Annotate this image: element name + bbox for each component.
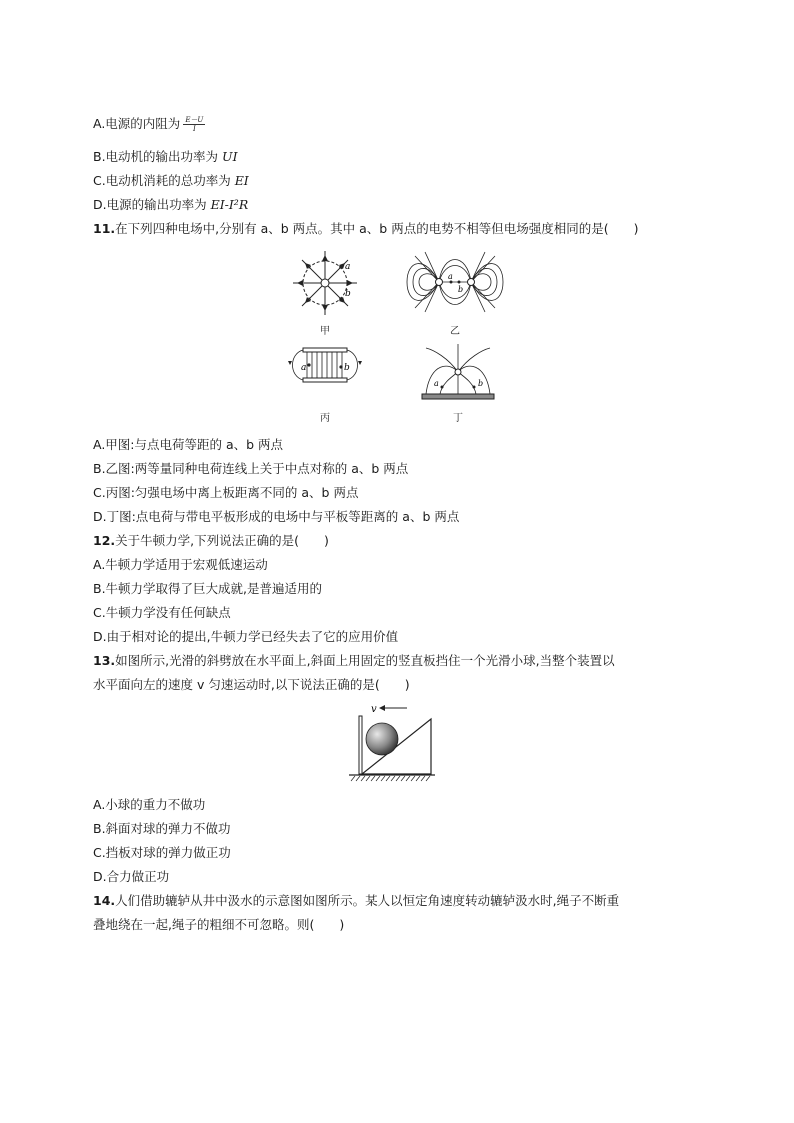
q11-option-b: B.乙图:两等量同种电荷连线上关于中点对称的 a、b 两点 [93, 461, 409, 476]
point-charge [321, 279, 329, 287]
q10-option-a-text: A.电源的内阻为 [93, 116, 181, 131]
q10-option-d-expr: EI-I²R [210, 197, 249, 212]
q10-option-c [93, 173, 249, 189]
q11-option-d: D.丁图:点电荷与带电平板形成的电场中与平板等距离的 a、b 两点 [93, 509, 460, 524]
q14-number: 14. [93, 893, 116, 908]
q11-option-a: A.甲图:与点电荷等距的 a、b 两点 [93, 437, 284, 452]
figure-bing-parallel-plates [287, 340, 363, 390]
q11-option-c: C.丙图:匀强电场中离上板距离不同的 a、b 两点 [93, 485, 359, 500]
q13-text-line1: 如图所示,光滑的斜劈放在水平面上,斜面上用固定的竖直板挡住一个光滑小球,当整个装置以 [115, 653, 615, 668]
yi-point-b: b [458, 285, 464, 294]
q10-option-a [93, 116, 205, 133]
figure-wedge-ball-board [347, 702, 437, 782]
upper-plate [303, 348, 347, 352]
q12-number: 12. [93, 533, 116, 548]
figure-ding-charge-and-plate [420, 342, 496, 404]
figure-jia-point-charge [290, 248, 360, 318]
fraction-denominator: I [192, 125, 196, 133]
ball [366, 723, 398, 755]
charged-plate [422, 394, 494, 399]
internal-resistance-fraction [183, 116, 205, 133]
q13-option-c: C.挡板对球的弹力做正功 [93, 845, 231, 860]
vertical-board [359, 716, 362, 774]
charge-left [436, 279, 443, 286]
q10-option-b-expr: UI [222, 149, 238, 164]
figure-jia-caption: 甲 [320, 326, 330, 337]
q12-text: 关于牛顿力学,下列说法正确的是( ) [115, 533, 329, 548]
q13-stem-line2: 水平面向左的速度 v 匀速运动时,以下说法正确的是( ) [93, 677, 410, 692]
q11-stem [93, 221, 638, 237]
figure-yi-caption: 乙 [450, 326, 460, 337]
q14-text-line1: 人们借助辘轳从井中汲水的示意图如图所示。某人以恒定角速度转动辘轳汲水时,绳子不断重 [115, 893, 620, 908]
q12-option-b: B.牛顿力学取得了巨大成就,是普遍适用的 [93, 581, 323, 596]
q10-option-b [93, 149, 238, 165]
q14-stem-line1 [93, 893, 619, 909]
q10-option-c-text: C.电动机消耗的总功率为 [93, 173, 235, 188]
q12-option-d: D.由于相对论的提出,牛顿力学已经失去了它的应用价值 [93, 629, 399, 644]
jia-point-b: b [345, 289, 351, 299]
lower-plate [303, 378, 347, 382]
fraction-numerator: E－U [185, 116, 204, 124]
charge-right [468, 279, 475, 286]
q12-option-a: A.牛顿力学适用于宏观低速运动 [93, 557, 268, 572]
q11-number: 11. [93, 221, 116, 236]
q10-option-b-text: B.电动机的输出功率为 [93, 149, 223, 164]
jia-point-a: a [345, 262, 351, 272]
figure-yi-two-charges [405, 250, 505, 315]
q13-number: 13. [93, 653, 116, 668]
ding-point-charge [455, 369, 461, 375]
ding-point-b: b [478, 379, 484, 388]
q13-stem-line1 [93, 653, 615, 669]
q10-option-d [93, 197, 248, 213]
q13-option-b: B.斜面对球的弹力不做功 [93, 821, 231, 836]
q12-option-c: C.牛顿力学没有任何缺点 [93, 605, 231, 620]
bing-point-a: a [301, 363, 307, 373]
q12-stem [93, 533, 329, 549]
q11-text: 在下列四种电场中,分别有 a、b 两点。其中 a、b 两点的电势不相等但电场强度相同的是( ) [115, 221, 639, 236]
bing-point-b: b [344, 363, 350, 373]
q10-option-c-expr: EI [234, 173, 249, 188]
q10-option-d-text: D.电源的输出功率为 [93, 197, 211, 212]
yi-point-a: a [448, 272, 453, 281]
figure-ding-caption: 丁 [453, 413, 463, 424]
velocity-label: v [371, 704, 377, 715]
q13-option-a: A.小球的重力不做功 [93, 797, 206, 812]
q13-option-d: D.合力做正功 [93, 869, 170, 884]
q14-stem-line2: 叠地绕在一起,绳子的粗细不可忽略。则( ) [93, 917, 345, 932]
figure-bing-caption: 丙 [320, 413, 330, 424]
ding-point-a: a [434, 379, 439, 388]
